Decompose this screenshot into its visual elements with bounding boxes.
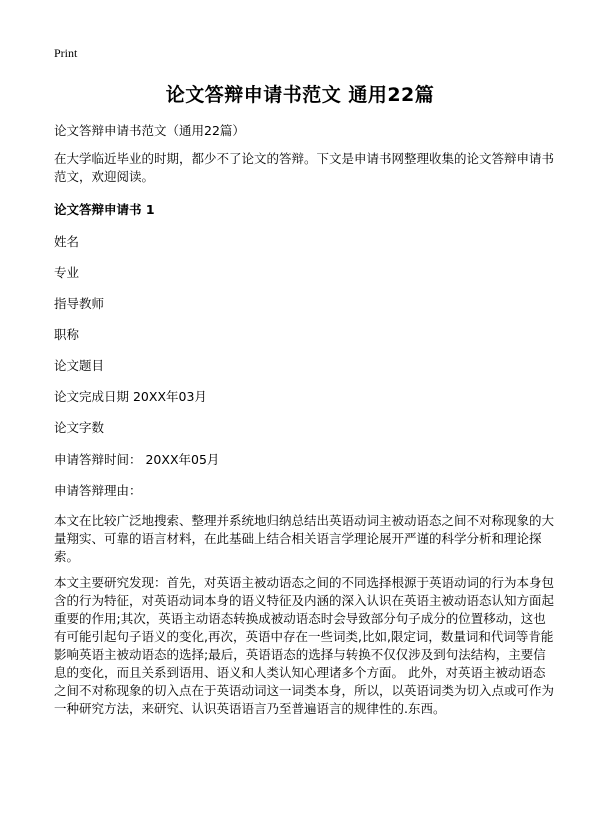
intro-paragraph: 在大学临近毕业的时期，都少不了论文的答辩。下文是申请书网整理收集的论文答辩申请书范文，欢迎阅读。 xyxy=(54,151,555,184)
field-completion-date: 论文完成日期 20XX年03月 xyxy=(54,389,207,404)
field-thesis-topic: 论文题目 xyxy=(54,358,105,373)
field-advisor: 指导教师 xyxy=(54,296,105,311)
print-link[interactable]: Print xyxy=(54,46,78,60)
field-name: 姓名 xyxy=(54,234,80,249)
section-heading: 论文答辩申请书 1 xyxy=(54,202,155,217)
field-defense-time: 申请答辩时间： 20XX年05月 xyxy=(54,452,220,467)
field-word-count: 论文字数 xyxy=(54,420,105,435)
document-subtitle: 论文答辩申请书范文（通用22篇） xyxy=(54,123,245,138)
body-paragraph-2: 本文主要研究发现：首先，对英语主被动语态之间的不同选择根源于英语动词的行为本身包含的行为特征，对英语动词本身的语义特征及内涵的深入认识在英语主被动语态认知方面起重要的作用;其次，英语主动语态转换成被动语态时会导致部分句子成分的位置移动，这也有可能引起句子语义的变化,再次，英语中存在一些词类,比如,限定词，数量词和代词等肯能影响英语主被动语态的选择;最后，英语语态的选择与转换不仅仅涉及到句法结构，主要信息的变化，而且关系到语用、语义和人类认知心理诸多个方面。 此外，对英语主被动语态之间不对称现象的切入点在于英语动词这一词类本身，所以，以英语词类为切入点或可作为一种研究方法，来研究、认识英语语言乃至普遍语言的规律性的.东西。 xyxy=(54,575,555,716)
field-reason-label: 申请答辩理由： xyxy=(54,483,142,498)
field-major: 专业 xyxy=(54,265,80,280)
body-paragraph-1: 本文在比较广泛地搜索、整理并系统地归纳总结出英语动词主被动语态之间不对称现象的大量翔实、可靠的语言材料，在此基础上结合相关语言学理论展开严谨的科学分析和理论探索。 xyxy=(54,513,555,564)
document-title: 论文答辩申请书范文 通用22篇 xyxy=(165,84,435,106)
field-title-rank: 职称 xyxy=(54,327,80,342)
